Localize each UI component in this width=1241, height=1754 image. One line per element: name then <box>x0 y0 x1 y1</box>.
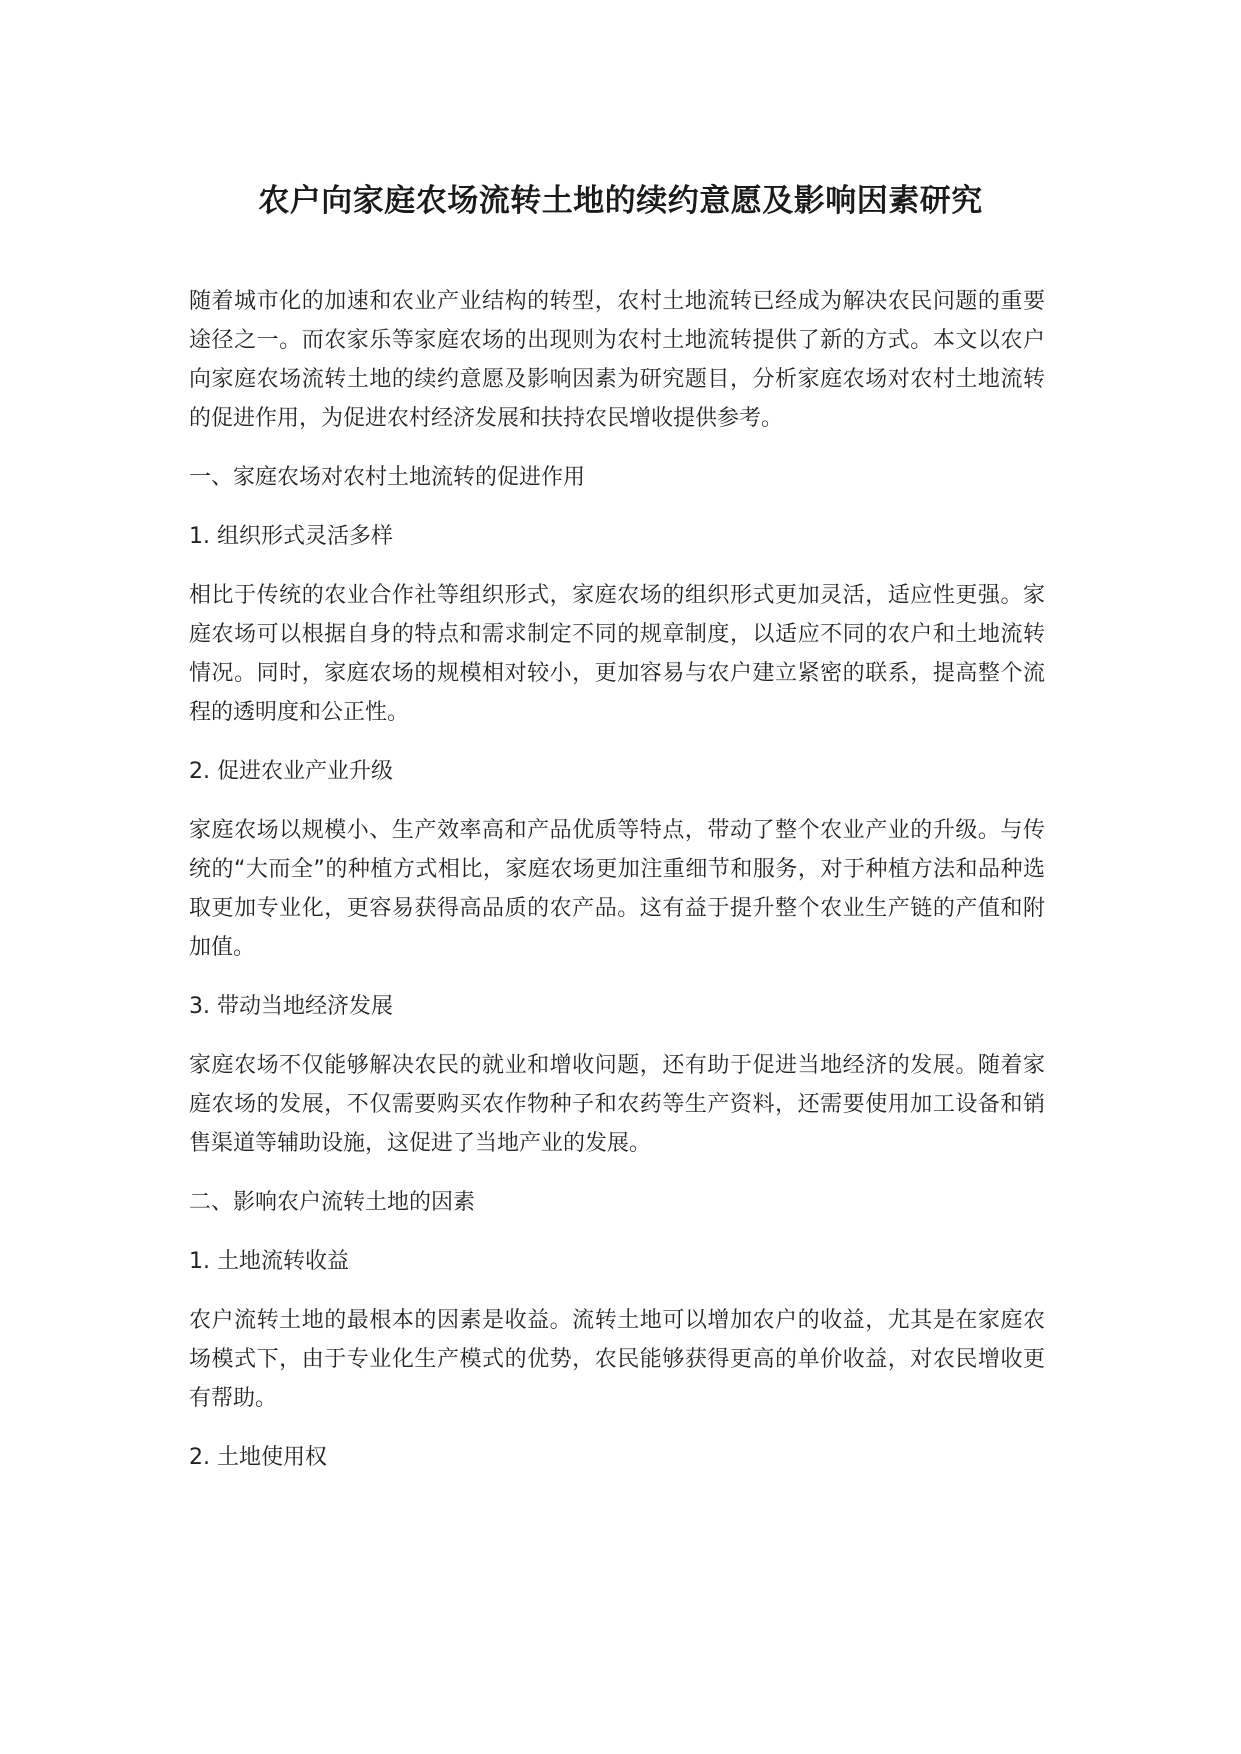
intro-paragraph: 随着城市化的加速和农业产业结构的转型，农村土地流转已经成为解决农民问题的重要途径之一。而农家乐等家庭农场的出现则为农村土地流转提供了新的方式。本文以农户向家庭农场流转土地的续约意愿及影响因素为研究题目，分析家庭农场对农村土地流转的促进作用，为促进农村经济发展和扶持农民增收提供参考。 <box>189 289 1045 431</box>
document-body <box>189 282 1045 1477</box>
subsection-heading-1-3: 3. 带动当地经济发展 <box>189 994 393 1019</box>
paragraph-1-3: 家庭农场不仅能够解决农民的就业和增收问题，还有助于促进当地经济的发展。随着家庭农场的发展，不仅需要购买农作物种子和农药等生产资料，还需要使用加工设备和销售渠道等辅助设施，这促进了当地产业的发展。 <box>189 1053 1045 1156</box>
paragraph-1-2: 家庭农场以规模小、生产效率高和产品优质等特点，带动了整个农业产业的升级。与传统的“大而全”的种植方式相比，家庭农场更加注重细节和服务，对于种植方法和品种选取更加专业化，更容易获得高品质的农产品。这有益于提升整个农业生产链的产值和附加值。 <box>189 818 1045 960</box>
subsection-heading-1-2: 2. 促进农业产业升级 <box>189 759 393 784</box>
subsection-heading-1-1: 1. 组织形式灵活多样 <box>189 524 393 549</box>
document-title: 农户向家庭农场流转土地的续约意愿及影响因素研究 <box>258 183 983 219</box>
paragraph-1-1: 相比于传统的农业合作社等组织形式，家庭农场的组织形式更加灵活，适应性更强。家庭农场可以根据自身的特点和需求制定不同的规章制度，以适应不同的农户和土地流转情况。同时，家庭农场的规模相对较小，更加容易与农户建立紧密的联系，提高整个流程的透明度和公正性。 <box>189 583 1045 725</box>
paragraph-2-1: 农户流转土地的最根本的因素是收益。流转土地可以增加农户的收益，尤其是在家庭农场模式下，由于专业化生产模式的优势，农民能够获得更高的单价收益，对农民增收更有帮助。 <box>189 1308 1045 1411</box>
subsection-heading-2-2: 2. 土地使用权 <box>189 1445 327 1470</box>
section-heading-2: 二、影响农户流转土地的因素 <box>189 1190 476 1215</box>
subsection-heading-2-1: 1. 土地流转收益 <box>189 1249 349 1274</box>
section-heading-1: 一、家庭农场对农村土地流转的促进作用 <box>189 465 586 490</box>
